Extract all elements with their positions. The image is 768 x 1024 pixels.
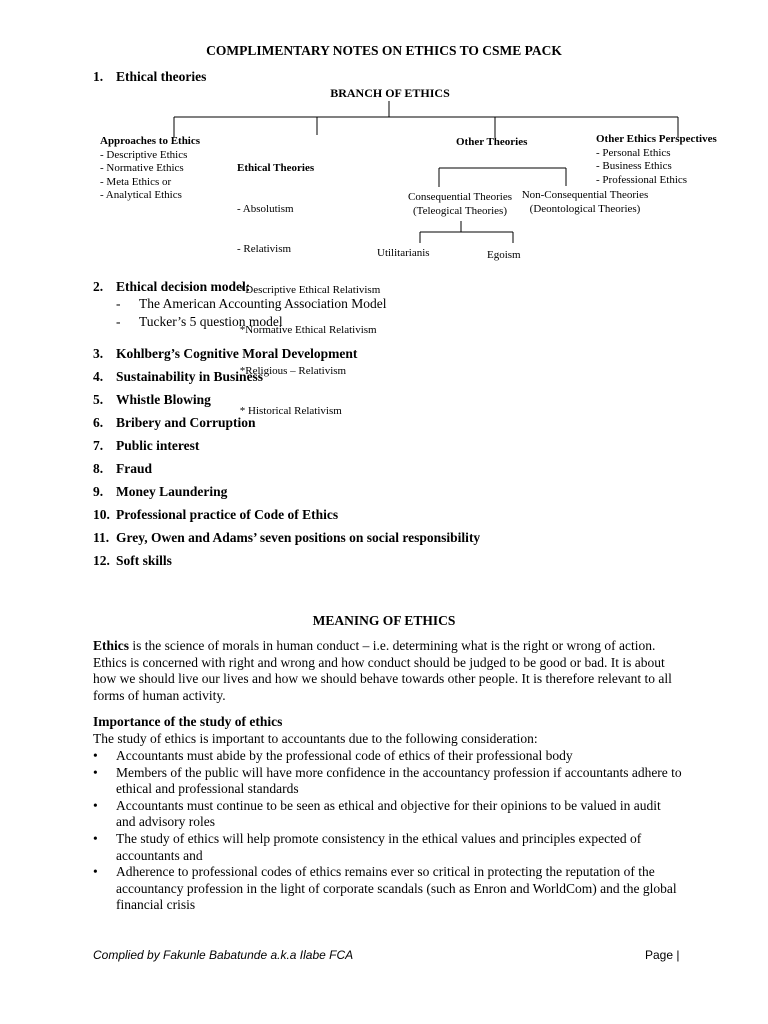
topic-item: 9. Money Laundering: [93, 484, 228, 499]
decision-model-item: - Tucker’s 5 question model: [116, 314, 283, 329]
consequential-label: Consequential Theories: [408, 191, 512, 203]
topic-item: 12. Soft skills: [93, 553, 172, 568]
approaches-heading: Approaches to Ethics: [100, 135, 201, 147]
topic-item: 4. Sustainability in Business: [93, 369, 264, 384]
ethical-theories-item: *Descriptive Ethical Relativism: [237, 283, 381, 296]
perspectives-item: - Business Ethics: [596, 160, 672, 172]
bullet-icon: •: [93, 797, 98, 813]
topic-item: 7. Public interest: [93, 438, 200, 453]
nonconsequential-sub: (Deontological Theories): [529, 202, 641, 215]
section-number: 2.: [93, 279, 104, 294]
topic-item: 5. Whistle Blowing: [93, 392, 211, 407]
list-item: • Accountants must continue to be seen as ethical and objective for their opinions to be valued in audit and advisory roles: [93, 797, 661, 830]
utilitarianis-label: Utilitarianis: [377, 247, 430, 259]
approaches-item: - Analytical Ethics: [100, 189, 182, 201]
section-label: Ethical decision model:: [116, 279, 251, 294]
bullet-icon: •: [93, 830, 98, 846]
ethical-theories-item: * Historical Relativism: [237, 405, 342, 417]
decision-model-item: - The American Accounting Association Model: [116, 296, 387, 311]
perspectives-heading: Other Ethics Perspectives: [596, 133, 717, 145]
meaning-paragraph: [93, 638, 678, 705]
meaning-term: Ethics: [93, 638, 130, 653]
approaches-group: [100, 135, 200, 203]
footer-page-label: Page |: [645, 948, 680, 962]
ethical-theories-heading: Ethical Theories: [237, 162, 315, 174]
section-label: Ethical theories: [116, 69, 207, 84]
approaches-item: - Normative Ethics: [100, 162, 184, 174]
approaches-item: - Meta Ethics or: [100, 175, 172, 188]
ethical-theories-item: *Normative Ethical Relativism: [237, 324, 377, 336]
ethical-theories-item: - Relativism: [237, 243, 292, 255]
topic-item: 10. Professional practice of Code of Ethics: [93, 507, 339, 522]
consequential-sub: (Teleogical Theories): [412, 204, 507, 217]
list-item: • Members of the public will have more confidence in the accountancy profession if accountants adhere to ethical and professional standards: [93, 764, 682, 797]
topic-item: 3. Kohlberg’s Cognitive Moral Development: [93, 346, 358, 361]
ethical-theories-group: [237, 135, 380, 432]
ethical-theories-item: *Religious – Relativism: [237, 364, 347, 377]
footer-credit: Complied by Fakunle Babatunde a.k.a Ilabe FCA: [93, 948, 354, 962]
other-theories-heading: Other Theories: [456, 136, 528, 148]
list-item: • Adherence to professional codes of ethics remains ever so critical in protecting the reputation of the accountancy profession in the light of corporate scandals (such as Enron and WorldCom) and the global financial crisis: [93, 864, 677, 913]
topic-item: 11. Grey, Owen and Adams’ seven positions on social responsibility: [93, 530, 481, 545]
list-item: • The study of ethics will help promote consistency in the ethical values and principles expected of accountants and: [93, 830, 642, 863]
approaches-item: - Descriptive Ethics: [100, 148, 188, 161]
importance-list: [93, 748, 683, 914]
section-decision-model: [93, 279, 250, 295]
bullet-icon: •: [93, 764, 98, 780]
perspectives-item: - Personal Ethics: [596, 146, 671, 159]
importance-intro: The study of ethics is important to accountants due to the following consideration:: [93, 731, 538, 746]
meaning-definition: is the science of morals in human conduct – i.e. determining what is the right or wrong of action. Ethics is concerned with right and wrong and how conduct should be judged to be good or bad. It is about how we should live our lives and how we should behave towards other people. It is therefore relevant to all forms of human activity.: [93, 638, 672, 704]
bullet-icon: •: [93, 748, 98, 763]
topic-item: 6. Bribery and Corruption: [93, 415, 256, 430]
perspectives-group: [596, 133, 717, 187]
meaning-title: MEANING OF ETHICS: [312, 613, 456, 628]
perspectives-item: - Professional Ethics: [596, 173, 688, 186]
bullet-icon: •: [93, 864, 98, 880]
diagram-root: BRANCH OF ETHICS: [330, 86, 450, 100]
consequential-group: [404, 191, 516, 218]
importance-heading: Importance of the study of ethics: [93, 714, 283, 729]
nonconsequential-group: [516, 189, 654, 216]
section-number: 1.: [93, 69, 104, 84]
page-title: COMPLIMENTARY NOTES ON ETHICS TO CSME PACK: [206, 43, 562, 58]
ethical-theories-item: - Absolutism: [237, 202, 294, 215]
nonconsequential-label: Non-Consequential Theories: [521, 189, 649, 201]
topic-item: 8. Fraud: [93, 461, 153, 476]
list-item: • Accountants must abide by the professional code of ethics of their professional body: [93, 748, 573, 763]
egoism-label: Egoism: [487, 249, 521, 261]
